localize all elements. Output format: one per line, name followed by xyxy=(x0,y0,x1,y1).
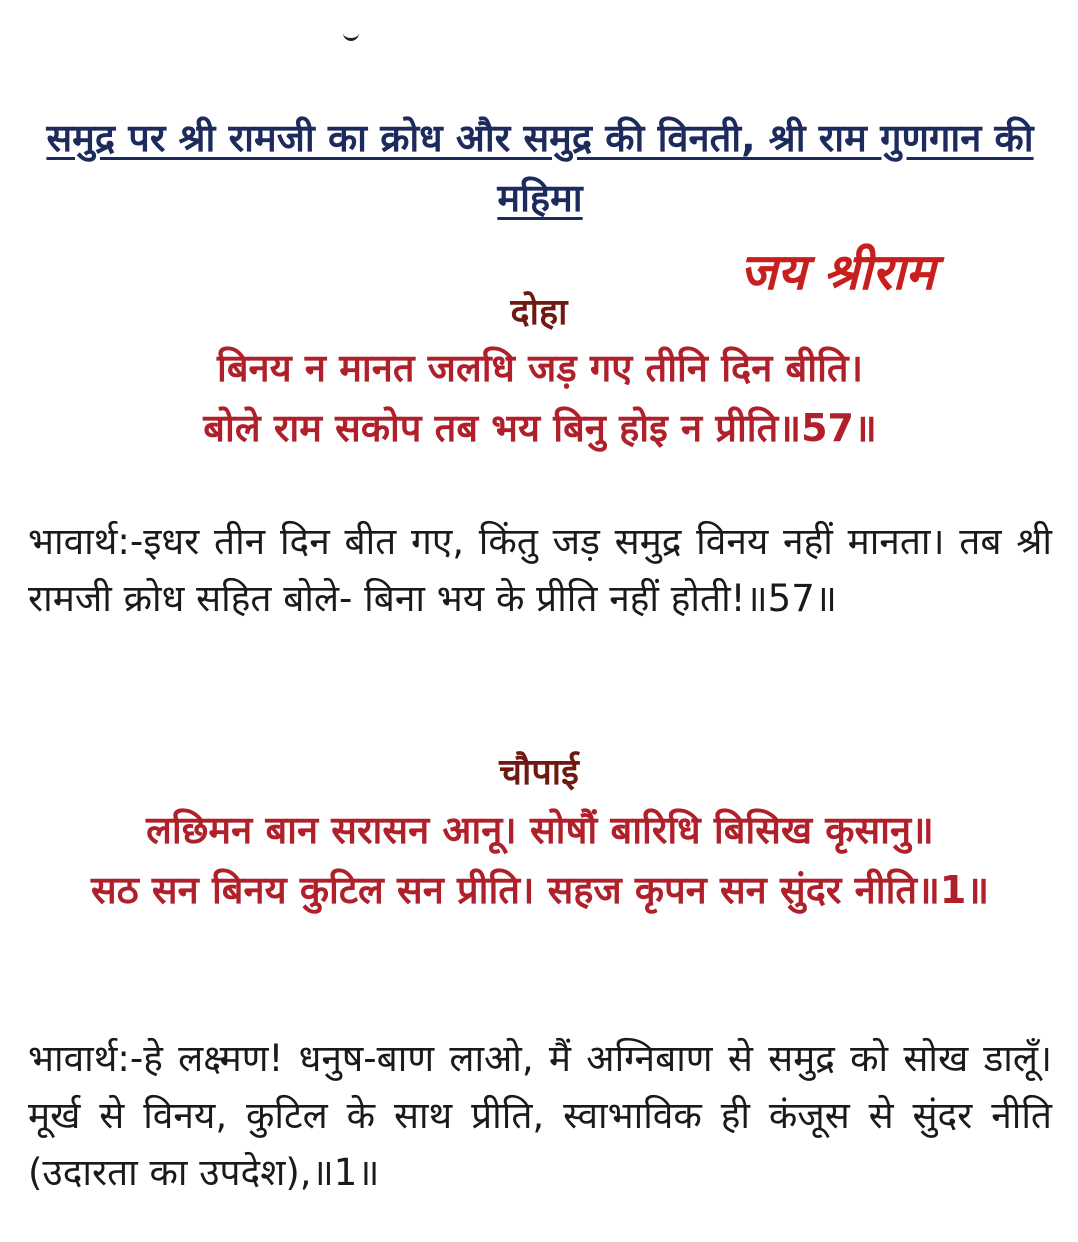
top-mark-glyph xyxy=(343,28,359,41)
chaupai-heading: चौपाई xyxy=(499,752,579,793)
doha-verse xyxy=(30,338,1050,458)
doha-meaning: भावार्थ:-इधर तीन दिन बीत गए, किंतु जड़ समुद्र विनय नहीं मानता। तब श्री रामजी क्रोध सहित बोले- बिना भय के प्रीति नहीं होती!॥57॥ xyxy=(28,520,1052,620)
doha-heading: दोहा xyxy=(510,292,568,333)
jai-shriram-label: जय श्रीराम xyxy=(740,243,936,301)
chaupai-meaning: भावार्थ:-हे लक्ष्मण! धनुष-बाण लाओ, मैं अग्निबाण से समुद्र को सोख डालूँ। मूर्ख से विनय, कुटिल के साथ प्रीति, स्वाभाविक ही कंजूस से सुंदर नीति (उदारता का उपदेश),॥1॥ xyxy=(28,1037,1052,1194)
chaupai-line-2: सठ सन बिनय कुटिल सन प्रीति। सहज कृपन सन सुंदर नीति॥1॥ xyxy=(90,868,990,912)
doha-line-1: बिनय न मानत जलधि जड़ गए तीनि दिन बीति। xyxy=(216,346,863,390)
doha-line-2: बोले राम सकोप तब भय बिनु होइ न प्रीति॥57॥ xyxy=(203,406,877,450)
chaupai-verse xyxy=(30,800,1050,920)
page-title: समुद्र पर श्री रामजी का क्रोध और समुद्र की विनती, श्री राम गुणगान की महिमा xyxy=(46,116,1034,220)
chaupai-line-1: लछिमन बान सरासन आनू। सोषौं बारिधि बिसिख कृसानु॥ xyxy=(146,808,934,852)
